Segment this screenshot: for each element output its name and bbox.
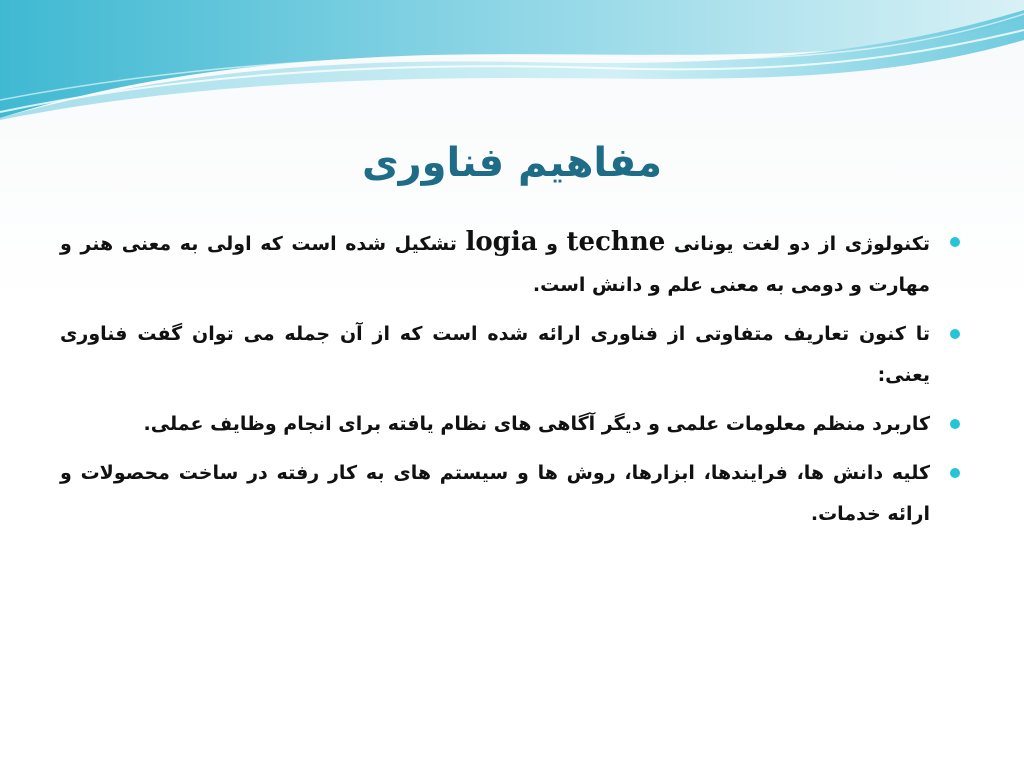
slide-title: مفاهیم فناوری	[361, 140, 663, 186]
bullet-item	[60, 314, 962, 396]
bullet-text-part: تکنولوژی از دو لغت یونانی	[665, 233, 930, 255]
term-techne: techne	[566, 227, 666, 257]
bullet-dot-icon	[950, 419, 960, 429]
bullet-item	[60, 404, 962, 445]
header-wave-decoration	[0, 0, 1024, 120]
bullet-dot-icon	[950, 329, 960, 339]
bullet-dot-icon	[950, 237, 960, 247]
bullet-text-part: تشکیل شده است که اولی به معنی هنر و مهارت و دومی به معنی علم و دانش است.	[60, 233, 930, 296]
bullet-item	[60, 453, 962, 535]
bullet-text: کلیه دانش ها، فرایندها، ابزارها، روش ها و سیستم های به کار رفته در ساخت محصولات و ارائه خدمات.	[60, 462, 930, 525]
term-logia: logia	[465, 227, 538, 257]
bullet-text: تا کنون تعاریف متفاوتی از فناوری ارائه شده است که از آن جمله می توان گفت فناوری یعنی:	[60, 323, 930, 386]
bullet-dot-icon	[950, 468, 960, 478]
bullet-text: کاربرد منظم معلومات علمی و دیگر آگاهی های نظام یافته برای انجام وظایف عملی.	[143, 413, 930, 435]
bullet-text-part: و	[537, 233, 567, 255]
bullet-item	[60, 222, 962, 306]
bullet-list	[60, 222, 962, 543]
